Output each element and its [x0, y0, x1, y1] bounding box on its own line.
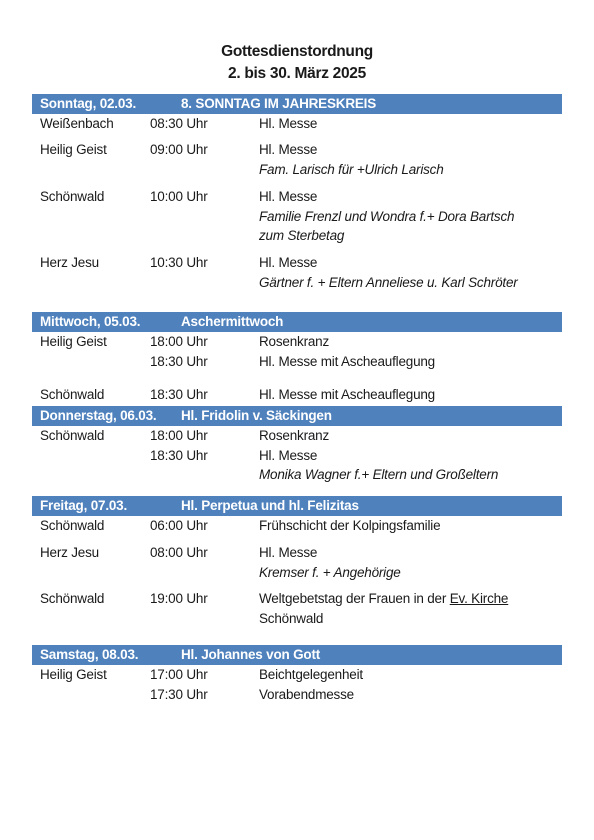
entry-text	[259, 516, 440, 536]
entry-text	[259, 207, 514, 227]
entry-text	[259, 385, 435, 405]
entry-text	[259, 543, 317, 563]
day-date: Samstag, 08.03.	[40, 647, 139, 662]
entry-line	[32, 589, 562, 609]
entry-text-main: zum Sterbetag	[259, 228, 345, 243]
entry-text	[259, 140, 317, 160]
entry-text	[259, 253, 317, 273]
entry-text	[259, 685, 354, 705]
entry-line	[32, 253, 562, 273]
day-date: Freitag, 07.03.	[40, 498, 128, 513]
entry-time: 18:30 Uhr	[150, 387, 208, 402]
entry-time: 08:30 Uhr	[150, 116, 208, 131]
entry-time: 18:00 Uhr	[150, 428, 208, 443]
entry-line	[32, 114, 562, 134]
entry-time: 17:00 Uhr	[150, 667, 208, 682]
entry-place: Schönwald	[40, 428, 105, 443]
entry-line	[32, 187, 562, 207]
entry-text-main: Hl. Messe mit Ascheauflegung	[259, 353, 435, 369]
entry-line	[32, 332, 562, 352]
day-header	[32, 312, 562, 332]
entry-time: 10:00 Uhr	[150, 189, 208, 204]
entry-text-main: Frühschicht der Kolpingsfamilie	[259, 518, 441, 533]
entry-text	[259, 226, 344, 246]
entry-place: Herz Jesu	[40, 545, 99, 560]
day-section	[32, 645, 562, 702]
entry-text-main: Hl. Messe	[259, 255, 318, 270]
entry-line	[32, 273, 562, 293]
day-section	[32, 94, 562, 290]
entry-line	[32, 465, 562, 485]
entry-text	[259, 273, 518, 293]
entry-text-main: Gärtner f. + Eltern Anneliese u. Karl Schröter	[259, 274, 518, 290]
entry-lines	[32, 187, 562, 246]
entry-text-main: Monika Wagner f.+ Eltern und Großeltern	[259, 467, 499, 482]
entry-place: Schönwald	[40, 189, 105, 204]
entry-time: 09:00 Uhr	[150, 142, 208, 157]
entry-time: 19:00 Uhr	[150, 591, 208, 606]
entry-lines	[32, 332, 562, 371]
entry-line	[32, 160, 562, 180]
entry-lines	[32, 426, 562, 485]
entry-text	[259, 563, 401, 583]
day-header	[32, 406, 562, 426]
entry-line	[32, 609, 562, 629]
entry-text-main: Vorabendmesse	[259, 686, 354, 702]
entry-text-main: Hl. Messe mit Ascheauflegung	[259, 387, 435, 402]
entry-line	[32, 543, 562, 563]
day-feast: 8. SONNTAG IM JAHRESKREIS	[181, 96, 377, 111]
entry-text-main: Weltgebetstag der Frauen in der	[259, 591, 450, 606]
entry-text	[259, 665, 363, 685]
entry-text	[259, 332, 329, 352]
day-date: Mittwoch, 05.03.	[40, 314, 141, 329]
entry-lines	[32, 114, 562, 134]
entry-line	[32, 426, 562, 446]
day-section	[32, 312, 562, 402]
document-title: Gottesdienstordnung	[221, 43, 373, 60]
entry-text	[259, 589, 508, 609]
day-feast: Hl. Fridolin v. Säckingen	[181, 408, 332, 423]
entry-line	[32, 385, 562, 405]
day-feast: Hl. Johannes von Gott	[181, 647, 321, 662]
day-header	[32, 94, 562, 114]
entry-text	[259, 465, 498, 485]
entry-lines	[32, 589, 562, 628]
entry-line	[32, 207, 562, 227]
entry-text	[259, 160, 444, 180]
entry-text-main: Fam. Larisch für +Ulrich Larisch	[259, 161, 444, 177]
entry-text-main: Kremser f. + Angehörige	[259, 564, 401, 580]
entry-line	[32, 446, 562, 466]
entry-text-main: Hl. Messe	[259, 189, 318, 204]
entry-time: 18:30 Uhr	[150, 447, 208, 463]
entry-place: Schönwald	[40, 518, 105, 533]
entry-text	[259, 609, 323, 629]
entry-text-main: Hl. Messe	[259, 116, 318, 131]
entry-place: Schönwald	[40, 591, 105, 606]
entry-lines	[32, 253, 562, 292]
day-header	[32, 496, 562, 516]
entry-text	[259, 446, 317, 466]
entry-text	[259, 426, 329, 446]
entry-text-main: Hl. Messe	[259, 142, 318, 157]
entry-place: Heilig Geist	[40, 334, 107, 349]
day-date: Sonntag, 02.03.	[40, 96, 137, 111]
entry-lines	[32, 543, 562, 582]
entry-time: 10:30 Uhr	[150, 255, 208, 270]
entry-line	[32, 352, 562, 372]
entry-place: Herz Jesu	[40, 255, 99, 270]
day-section	[32, 496, 562, 626]
entry-text-main: Schönwald	[259, 610, 324, 626]
entry-lines	[32, 665, 562, 704]
entry-place: Heilig Geist	[40, 142, 107, 157]
entry-time: 06:00 Uhr	[150, 518, 208, 533]
entry-line	[32, 665, 562, 685]
day-feast: Aschermittwoch	[181, 314, 284, 329]
entry-line	[32, 563, 562, 583]
church-link[interactable]: Ev. Kirche	[449, 591, 509, 606]
entry-time: 08:00 Uhr	[150, 545, 208, 560]
entry-lines	[32, 385, 562, 405]
day-section	[32, 406, 562, 482]
entry-time: 17:30 Uhr	[150, 686, 208, 702]
document-subtitle: 2. bis 30. März 2025	[228, 65, 366, 82]
entry-text	[259, 187, 317, 207]
entry-line	[32, 685, 562, 705]
entry-place: Heilig Geist	[40, 667, 107, 682]
entry-text-main: Hl. Messe	[259, 545, 318, 560]
entry-text-main: Hl. Messe	[259, 447, 318, 463]
entry-line	[32, 226, 562, 246]
day-header	[32, 645, 562, 665]
entry-text-main: Rosenkranz	[259, 428, 330, 443]
entry-line	[32, 516, 562, 536]
entry-time: 18:30 Uhr	[150, 353, 208, 369]
entry-text-main: Beichtgelegenheit	[259, 667, 363, 682]
entry-place: Weißenbach	[40, 116, 114, 131]
entry-text	[259, 352, 435, 372]
entry-place: Schönwald	[40, 387, 105, 402]
entry-text	[259, 114, 317, 134]
entry-text-main: Familie Frenzl und Wondra f.+ Dora Bartsch	[259, 208, 515, 224]
entry-line	[32, 140, 562, 160]
day-feast: Hl. Perpetua und hl. Felizitas	[181, 498, 359, 513]
entry-time: 18:00 Uhr	[150, 334, 208, 349]
entry-text-main: Rosenkranz	[259, 334, 330, 349]
entry-lines	[32, 140, 562, 179]
day-date: Donnerstag, 06.03.	[40, 408, 157, 423]
entry-lines	[32, 516, 562, 536]
